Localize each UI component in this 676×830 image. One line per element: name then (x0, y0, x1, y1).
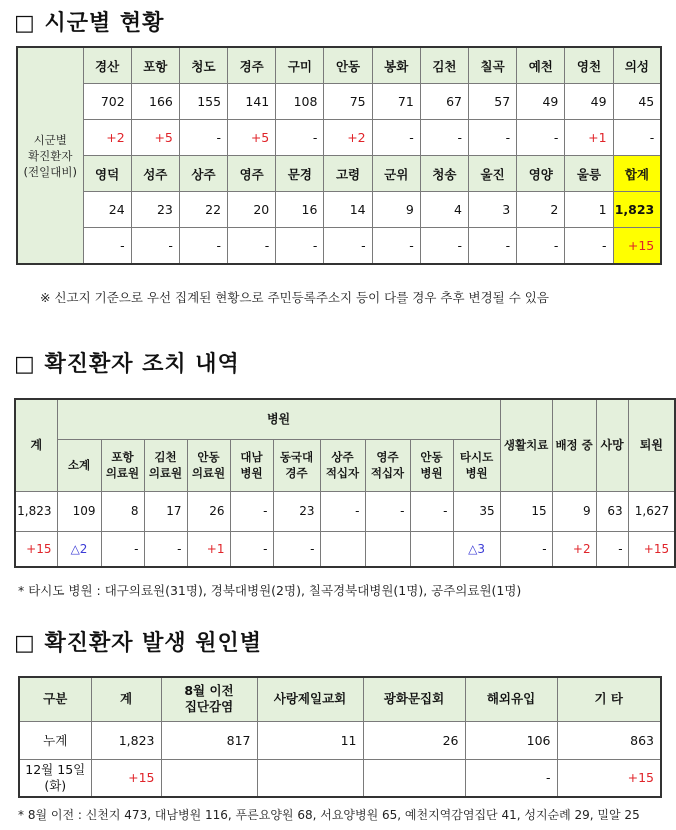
table-row (17, 47, 661, 84)
table-row (17, 192, 661, 228)
delta-cell (257, 759, 363, 797)
count-cell: 35 (453, 491, 500, 531)
table-row (15, 531, 675, 567)
city-delta: - (324, 228, 372, 265)
city-name: 울릉 (565, 156, 613, 192)
delta-cell: △3 (453, 531, 500, 567)
header-hospital-sub: 소계 (57, 439, 101, 491)
city-name: 문경 (276, 156, 324, 192)
city-name: 영덕 (83, 156, 131, 192)
city-count: 3 (469, 192, 517, 228)
count-cell: 817 (161, 721, 257, 759)
count-cell: 누계 (19, 721, 91, 759)
city-status-table (16, 46, 662, 265)
city-delta: +5 (131, 120, 179, 156)
city-count: 141 (228, 84, 276, 120)
count-cell: 15 (500, 491, 552, 531)
header-discharged: 퇴원 (628, 399, 675, 491)
count-cell: 26 (187, 491, 230, 531)
total-delta: +15 (613, 228, 661, 265)
city-delta: - (420, 228, 468, 265)
section1-note: ※ 신고지 기준으로 우선 집계된 현황으로 주민등록주소지 등이 다를 경우 추후 변경될 수 있음 (40, 290, 549, 305)
delta-cell: - (500, 531, 552, 567)
table-row (19, 759, 661, 797)
row-label: 시군별 확진환자 (전일대비) (17, 47, 83, 264)
city-count: 702 (83, 84, 131, 120)
delta-cell: - (230, 531, 273, 567)
city-delta: - (372, 120, 420, 156)
city-count: 67 (420, 84, 468, 120)
header-hospital-sub: 포항 의료원 (101, 439, 144, 491)
header-cell: 기 타 (557, 677, 661, 721)
delta-cell: △2 (57, 531, 101, 567)
city-name: 포항 (131, 47, 179, 84)
header-hospital-sub: 타시도 병원 (453, 439, 500, 491)
city-delta: - (517, 120, 565, 156)
city-name: 봉화 (372, 47, 420, 84)
count-cell: 1,823 (91, 721, 161, 759)
city-delta: - (228, 228, 276, 265)
city-count: 166 (131, 84, 179, 120)
city-name: 칠곡 (469, 47, 517, 84)
header-cell: 사랑제일교회 (257, 677, 363, 721)
count-cell: - (320, 491, 365, 531)
city-name: 영천 (565, 47, 613, 84)
city-delta: - (469, 228, 517, 265)
header-total: 계 (15, 399, 57, 491)
count-cell: 11 (257, 721, 363, 759)
delta-cell: - (144, 531, 187, 567)
header-life-center: 생활치료 (500, 399, 552, 491)
count-cell: 63 (596, 491, 628, 531)
count-cell: - (230, 491, 273, 531)
city-count: 45 (613, 84, 661, 120)
section1-title: □ 시군별 현황 (14, 11, 165, 36)
city-name: 성주 (131, 156, 179, 192)
delta-cell: 12월 15일 (화) (19, 759, 91, 797)
city-delta: - (83, 228, 131, 265)
delta-cell: +2 (552, 531, 596, 567)
count-cell: - (410, 491, 453, 531)
header-waiting: 배정 중 (552, 399, 596, 491)
delta-cell: - (596, 531, 628, 567)
delta-cell: +15 (15, 531, 57, 567)
city-delta: - (372, 228, 420, 265)
header-cell: 구분 (19, 677, 91, 721)
city-name: 청송 (420, 156, 468, 192)
city-delta: - (517, 228, 565, 265)
city-delta: - (179, 120, 227, 156)
header-hospital-sub: 안동 병원 (410, 439, 453, 491)
city-name: 군위 (372, 156, 420, 192)
city-delta: - (179, 228, 227, 265)
total-label: 합계 (613, 156, 661, 192)
delta-cell: - (101, 531, 144, 567)
delta-cell (365, 531, 410, 567)
count-cell: 863 (557, 721, 661, 759)
table-row (17, 156, 661, 192)
count-cell: 109 (57, 491, 101, 531)
section2-title: □ 확진환자 조치 내역 (14, 352, 240, 377)
count-cell: 8 (101, 491, 144, 531)
city-delta: +1 (565, 120, 613, 156)
header-cell: 8월 이전 집단감염 (161, 677, 257, 721)
delta-cell: - (465, 759, 557, 797)
count-cell: 17 (144, 491, 187, 531)
city-count: 9 (372, 192, 420, 228)
header-death: 사망 (596, 399, 628, 491)
delta-cell: +1 (187, 531, 230, 567)
city-count: 71 (372, 84, 420, 120)
city-count: 16 (276, 192, 324, 228)
header-row (19, 677, 661, 721)
header-hospital-sub: 영주 적십자 (365, 439, 410, 491)
count-cell: 1,823 (15, 491, 57, 531)
city-name: 구미 (276, 47, 324, 84)
city-name: 상주 (179, 156, 227, 192)
header-row (15, 399, 675, 439)
city-name: 영주 (228, 156, 276, 192)
count-cell: 9 (552, 491, 596, 531)
patient-measures-table (14, 398, 676, 568)
header-cell: 해외유입 (465, 677, 557, 721)
total-count: 1,823 (613, 192, 661, 228)
header-cell: 광화문집회 (363, 677, 465, 721)
count-cell: 106 (465, 721, 557, 759)
city-count: 22 (179, 192, 227, 228)
city-count: 49 (517, 84, 565, 120)
city-delta: - (420, 120, 468, 156)
city-name: 경주 (228, 47, 276, 84)
city-name: 김천 (420, 47, 468, 84)
delta-cell (363, 759, 465, 797)
table-row (15, 491, 675, 531)
header-cell: 계 (91, 677, 161, 721)
city-count: 57 (469, 84, 517, 120)
city-count: 155 (179, 84, 227, 120)
delta-cell: +15 (557, 759, 661, 797)
table-row (19, 721, 661, 759)
city-name: 안동 (324, 47, 372, 84)
delta-cell (320, 531, 365, 567)
city-count: 49 (565, 84, 613, 120)
delta-cell: +15 (628, 531, 675, 567)
infection-cause-table (18, 676, 662, 798)
count-cell: 23 (273, 491, 320, 531)
city-delta: - (565, 228, 613, 265)
city-delta: +5 (228, 120, 276, 156)
city-count: 20 (228, 192, 276, 228)
count-cell: 1,627 (628, 491, 675, 531)
city-name: 의성 (613, 47, 661, 84)
city-count: 24 (83, 192, 131, 228)
table-row (17, 84, 661, 120)
section2-note: * 타시도 병원 : 대구의료원(31명), 경북대병원(2명), 칠곡경북대병원(1명), 공주의료원(1명) (18, 583, 522, 598)
count-cell: - (365, 491, 410, 531)
city-name: 영양 (517, 156, 565, 192)
city-delta: +2 (324, 120, 372, 156)
delta-cell: - (273, 531, 320, 567)
city-count: 14 (324, 192, 372, 228)
delta-cell (161, 759, 257, 797)
header-hospital: 병원 (57, 399, 500, 439)
city-count: 75 (324, 84, 372, 120)
table-row (17, 228, 661, 265)
city-delta: - (469, 120, 517, 156)
city-name: 청도 (179, 47, 227, 84)
city-delta: - (276, 120, 324, 156)
header-hospital-sub: 대남 병원 (230, 439, 273, 491)
city-count: 1 (565, 192, 613, 228)
header-hospital-sub: 김천 의료원 (144, 439, 187, 491)
delta-cell (410, 531, 453, 567)
section3-note: * 8월 이전 : 신천지 473, 대남병원 116, 푸른요양원 68, 서요양병원 65, 예천지역감염집단 41, 성지순례 29, 밀알 25 (18, 808, 640, 822)
delta-cell: +15 (91, 759, 161, 797)
city-count: 108 (276, 84, 324, 120)
city-delta: - (276, 228, 324, 265)
city-delta: - (613, 120, 661, 156)
city-count: 4 (420, 192, 468, 228)
city-name: 예천 (517, 47, 565, 84)
section3-title: □ 확진환자 발생 원인별 (14, 631, 263, 656)
city-name: 울진 (469, 156, 517, 192)
city-delta: +2 (83, 120, 131, 156)
header-hospital-sub: 동국대 경주 (273, 439, 320, 491)
city-count: 2 (517, 192, 565, 228)
city-delta: - (131, 228, 179, 265)
city-name: 경산 (83, 47, 131, 84)
city-count: 23 (131, 192, 179, 228)
count-cell: 26 (363, 721, 465, 759)
header-hospital-sub: 안동 의료원 (187, 439, 230, 491)
table-row (17, 120, 661, 156)
header-hospital-sub: 상주 적십자 (320, 439, 365, 491)
city-name: 고령 (324, 156, 372, 192)
